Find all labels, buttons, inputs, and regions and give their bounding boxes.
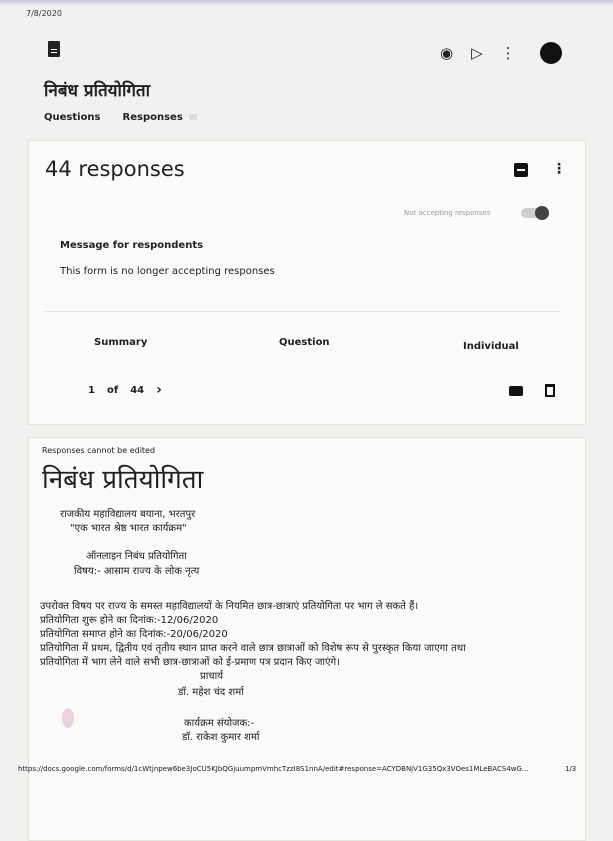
footer-page-number: 1/3: [565, 765, 577, 773]
message-title: Message for respondents: [60, 240, 204, 251]
coordinator-name: डॉ. राकेश कुमार शर्मा: [182, 732, 260, 743]
coordinator-title: कार्यक्रम संयोजक:-: [184, 718, 255, 729]
more-vert-icon[interactable]: ⋮: [500, 44, 516, 62]
tab-summary[interactable]: Summary: [94, 337, 148, 348]
description-paragraph: [40, 600, 580, 670]
stamp-mark: [62, 708, 74, 728]
footer-url: https://docs.google.com/forms/d/1cWtjnpew6be3JoCU5KJbQGjuumpmVmhcTzzI8S1nnA/edit#response=ACYDBNjV1G35Qx3VOes1MLeBACS4wG...: [18, 765, 529, 773]
tab-question[interactable]: Question: [279, 337, 330, 348]
trash-icon[interactable]: [545, 384, 555, 397]
program-line: "एक भारत श्रेष्ठ भारत कार्यक्रम": [70, 523, 187, 534]
paragraph-line: उपरोक्त विषय पर राज्य के समस्त महाविद्यालयों के नियमित छात्र-छात्राएं प्रतियोगिता पर भाग ले सकते हैं।: [40, 601, 419, 612]
paragraph-line: प्रतियोगिता समाप्त होने का दिनांक:-20/06/2020: [40, 629, 228, 640]
responses-badge: [189, 114, 197, 120]
form-title: निबंध प्रतियोगिता: [44, 81, 151, 101]
response-form-title: निबंध प्रतियोगिता: [42, 465, 204, 495]
responses-more-icon[interactable]: ⋮: [552, 161, 566, 177]
chevron-right-icon[interactable]: ›: [156, 382, 162, 398]
competition-line: ऑनलाइन निबंध प्रतियोगिता: [86, 551, 187, 562]
tab-questions[interactable]: Questions: [44, 112, 101, 123]
college-line: राजकीय महाविद्यालय बयाना, भरतपुर: [60, 509, 196, 520]
print-date: 7/8/2020: [26, 9, 62, 18]
palette-icon[interactable]: ◉: [440, 44, 454, 62]
response-pager: [88, 382, 162, 398]
paragraph-line: प्रतियोगिता में प्रथम, द्वितीय एवं तृतीय स्थान प्राप्त करने वाले छात्र छात्राओं को विशेष रूप से पुरस्कृत किया जाएगा तथा: [40, 643, 466, 654]
paragraph-line: प्रतियोगिता में भाग लेने वाले सभी छात्र-छात्राओं को ई-प्रमाण पत्र प्रदान किए जाएंगे।: [40, 657, 340, 668]
principal-name: डॉ. महेश चंद शर्मा: [178, 687, 244, 698]
page-top-shadow: [0, 0, 613, 6]
responses-count: 44 responses: [45, 157, 185, 181]
accepting-responses-label: Not accepting responses: [404, 209, 491, 217]
edit-note: Responses cannot be edited: [42, 446, 156, 455]
accepting-responses-toggle[interactable]: [521, 208, 547, 218]
tab-responses[interactable]: Responses: [123, 112, 197, 123]
subject-line: विषय:- आसाम राज्य के लोक नृत्य: [74, 566, 200, 577]
paragraph-line: प्रतियोगिता शुरू होने का दिनांक:-12/06/2020: [40, 615, 219, 626]
pager-current[interactable]: 1: [88, 384, 95, 396]
pager-total: 44: [130, 384, 145, 396]
print-icon[interactable]: [509, 386, 523, 396]
pager-of: of: [106, 384, 119, 396]
tab-individual[interactable]: Individual: [463, 341, 519, 352]
form-tabs: [44, 112, 197, 123]
message-text[interactable]: This form is no longer accepting responses: [60, 266, 275, 277]
send-icon[interactable]: ▷: [471, 44, 483, 62]
top-toolbar: [440, 42, 562, 64]
spreadsheet-icon[interactable]: [514, 163, 528, 177]
avatar[interactable]: [540, 42, 562, 64]
forms-doc-icon[interactable]: [48, 41, 60, 57]
principal-title: प्राचार्य: [200, 671, 224, 682]
